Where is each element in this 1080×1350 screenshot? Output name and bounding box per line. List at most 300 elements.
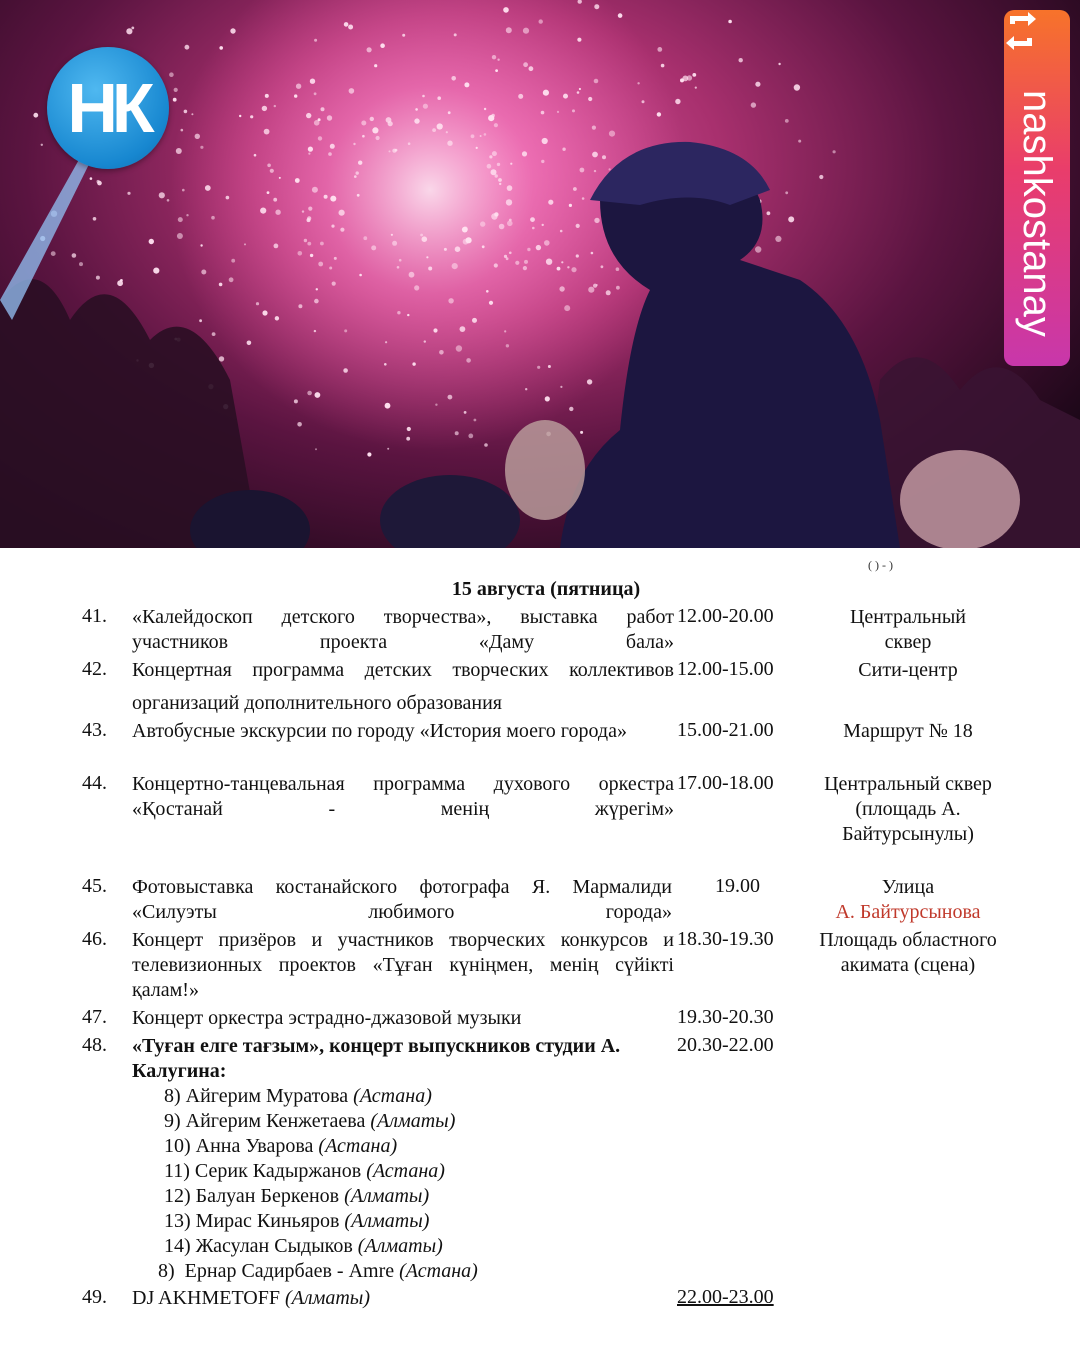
firework-spark (310, 79, 315, 84)
firework-spark (201, 270, 206, 275)
firework-spark (594, 218, 599, 223)
firework-spark (495, 69, 498, 72)
firework-spark (755, 82, 760, 87)
firework-spark (785, 191, 788, 194)
row-place: Площадь областного акимата (сцена) (819, 929, 997, 976)
firework-spark (541, 111, 545, 115)
firework-spark (448, 111, 451, 114)
firework-spark (591, 252, 594, 255)
firework-spark (422, 95, 425, 98)
firework-spark (399, 259, 402, 262)
firework-spark (389, 150, 391, 152)
row-number: 42. (82, 658, 107, 680)
firework-spark (606, 290, 611, 295)
firework-spark (657, 47, 662, 52)
instagram-handle: nashkostanay (1015, 90, 1059, 337)
firework-spark (297, 422, 302, 427)
firework-spark (489, 155, 492, 158)
firework-spark (191, 113, 193, 115)
firework-spark (126, 28, 132, 34)
logo-text: НК (67, 69, 149, 147)
firework-spark (229, 277, 234, 282)
firework-spark (775, 236, 781, 242)
firework-spark (464, 82, 469, 87)
list-item: 12) Балуан Беркенов (Алматы) (164, 1185, 430, 1207)
firework-spark (692, 73, 696, 77)
firework-spark (498, 178, 502, 182)
firework-spark (275, 210, 280, 215)
firework-spark (582, 197, 585, 200)
firework-spark (334, 257, 337, 260)
firework-spark (506, 27, 512, 33)
instagram-repost-tag[interactable] (1004, 10, 1070, 366)
firework-spark (423, 104, 428, 109)
firework-spark (580, 431, 583, 434)
firework-spark (452, 263, 458, 269)
firework-spark (447, 141, 452, 146)
firework-spark (295, 178, 300, 183)
row-time: 19.00 (715, 875, 760, 897)
firework-spark (357, 194, 360, 197)
firework-spark (543, 90, 549, 96)
firework-spark (464, 411, 467, 414)
firework-spark (616, 267, 620, 271)
firework-spark (307, 242, 311, 246)
firework-spark (72, 253, 77, 258)
firework-spark (492, 55, 496, 59)
firework-spark (200, 146, 203, 149)
firework-spark (618, 13, 623, 18)
firework-spark (149, 239, 154, 244)
firework-spark (541, 160, 544, 163)
firework-spark (525, 388, 527, 390)
firework-spark (178, 217, 183, 222)
firework-spark (321, 107, 325, 111)
firework-spark (169, 72, 174, 77)
row-description: Концерт призёров и участников творческих конкурсов и телевизионных проектов «Тұған күніңмен, менің сүйікті қалам!» (132, 929, 674, 1001)
firework-spark (376, 136, 380, 140)
firework-spark (564, 305, 570, 311)
firework-spark (315, 448, 317, 450)
firework-spark (497, 59, 499, 61)
firework-spark (507, 221, 513, 227)
firework-spark (231, 259, 235, 263)
row-description: Концерт оркестра эстрадно-джазовой музыки (132, 1007, 522, 1029)
firework-spark (307, 218, 311, 222)
firework-spark (577, 38, 581, 42)
firework-spark (484, 133, 487, 136)
list-item: 14) Жасулан Сыдыков (Алматы) (164, 1235, 443, 1257)
date-title: 15 августа (пятница) (451, 578, 641, 600)
firework-spark (120, 279, 123, 282)
place-line-highlighted: А. Байтурсынова (835, 901, 981, 923)
firework-spark (267, 164, 271, 168)
firework-spark (573, 187, 577, 191)
firework-spark (480, 135, 482, 137)
firework-spark (131, 27, 134, 30)
firework-spark (539, 19, 543, 23)
row-number: 47. (82, 1006, 107, 1028)
firework-spark (414, 118, 419, 123)
firework-spark (392, 241, 397, 246)
firework-spark (472, 318, 477, 323)
firework-spark (250, 115, 253, 118)
firework-spark (408, 142, 411, 145)
firework-spark (349, 88, 355, 94)
firework-spark (460, 326, 466, 332)
firework-spark (523, 266, 527, 270)
firework-spark (506, 257, 509, 260)
firework-spark (819, 175, 823, 179)
row-time: 12.00-15.00 (677, 658, 774, 680)
firework-spark (785, 119, 789, 123)
firework-spark (420, 234, 423, 237)
firework-spark (412, 362, 415, 365)
firework-spark (320, 242, 324, 246)
firework-spark (495, 174, 498, 177)
firework-spark (588, 287, 594, 293)
firework-spark (186, 214, 188, 216)
firework-spark (546, 259, 552, 265)
firework-spark (372, 127, 378, 133)
firework-spark (304, 239, 307, 242)
firework-spark (199, 319, 202, 322)
firework-spark (256, 302, 259, 305)
row-description: Концертно-танцевальная программа духового оркестра «Қостанай - менің жүрегім» (132, 773, 674, 820)
place-line: Улица (881, 876, 935, 898)
firework-spark (594, 79, 599, 84)
firework-spark (474, 419, 477, 422)
firework-spark (487, 164, 492, 169)
row-place: Центральный сквер (площадь А. Байтурсынулы) (824, 773, 992, 845)
firework-spark (576, 224, 580, 228)
firework-spark (318, 136, 322, 140)
firework-spark (456, 345, 462, 351)
firework-spark (454, 33, 457, 36)
firework-spark (439, 350, 444, 355)
firework-spark (545, 396, 550, 401)
row-description: «Туған елге тағзым», концерт выпускников студии А. Калугина: (132, 1035, 621, 1082)
firework-spark (330, 196, 336, 202)
firework-spark (167, 199, 170, 202)
firework-spark (592, 152, 598, 158)
firework-spark (593, 284, 597, 288)
firework-spark (314, 120, 320, 126)
firework-spark (361, 121, 366, 126)
row-description: Фотовыставка костанайского фотографа Я. Мармалиди «Силуэты любимого города» (132, 876, 672, 923)
firework-spark (260, 208, 266, 214)
firework-spark (391, 234, 393, 236)
firework-spark (798, 140, 801, 143)
list-item: 8) Айгерим Муратова (Астана) (164, 1085, 432, 1107)
firework-spark (577, 91, 580, 94)
firework-spark (294, 94, 297, 97)
firework-spark (265, 94, 269, 98)
row-time: 22.00-23.00 (677, 1286, 774, 1308)
firework-spark (414, 285, 419, 290)
firework-spark (314, 92, 317, 95)
firework-spark (557, 111, 559, 113)
firework-spark (601, 265, 604, 268)
firework-spark (262, 106, 267, 111)
firework-spark (518, 94, 523, 99)
firework-spark (340, 228, 344, 232)
firework-spark (482, 245, 485, 248)
firework-spark (239, 115, 241, 117)
firework-spark (212, 332, 216, 336)
firework-spark (331, 225, 334, 228)
row-description: Автобусные экскурсии по городу «История моего города» (132, 720, 627, 742)
crowd-head (900, 450, 1020, 548)
crowd-head (380, 475, 520, 548)
firework-spark (380, 43, 385, 48)
firework-spark (594, 4, 599, 9)
firework-spark (407, 427, 411, 431)
repost-icon (1004, 10, 1038, 52)
firework-spark (616, 286, 620, 290)
firework-spark (594, 170, 596, 172)
firework-spark (548, 200, 553, 205)
firework-spark (522, 151, 527, 156)
firework-spark (494, 263, 498, 267)
firework-spark (503, 7, 509, 13)
firework-spark (33, 113, 38, 118)
firework-spark (488, 115, 494, 121)
firework-spark (739, 58, 743, 62)
firework-spark (466, 358, 471, 363)
firework-spark (298, 304, 302, 308)
firework-spark (274, 244, 279, 249)
firework-spark (97, 180, 100, 183)
firework-spark (548, 365, 551, 368)
firework-spark (298, 251, 303, 256)
firework-spark (314, 299, 319, 304)
firework-spark (41, 144, 43, 146)
firework-spark (426, 256, 428, 258)
firework-spark (506, 344, 509, 347)
firework-spark (580, 168, 585, 173)
firework-spark (254, 154, 257, 157)
firework-spark (219, 283, 223, 287)
firework-spark (523, 28, 529, 34)
firework-spark (294, 399, 298, 403)
firework-spark (312, 187, 318, 193)
firework-spark (435, 404, 437, 406)
firework-spark (371, 245, 376, 250)
firework-spark (424, 340, 426, 342)
firework-spark (344, 329, 347, 332)
firework-spark (544, 240, 550, 246)
firework-spark (509, 252, 512, 255)
list-item: 13) Мирас Киньяров (Алматы) (164, 1210, 430, 1232)
firework-spark (262, 310, 267, 315)
firework-spark (537, 366, 540, 369)
firework-spark (491, 169, 497, 175)
firework-spark (244, 243, 246, 245)
firework-spark (448, 298, 453, 303)
firework-spark (409, 272, 415, 278)
firework-spark (267, 191, 270, 194)
firework-spark (728, 20, 732, 24)
row-time: 18.30-19.30 (677, 928, 774, 950)
hero-photo (0, 0, 1080, 548)
firework-spark (489, 301, 493, 305)
firework-spark (767, 211, 771, 215)
firework-spark (79, 262, 83, 266)
firework-spark (182, 189, 185, 192)
firework-spark (571, 267, 576, 272)
row-description-line2: организаций дополнительного образования (132, 692, 502, 714)
firework-spark (444, 248, 447, 251)
firework-spark (176, 148, 182, 154)
firework-spark (675, 99, 680, 104)
firework-spark (536, 245, 541, 250)
row-time: 15.00-21.00 (677, 719, 774, 741)
row-time: 12.00-20.00 (677, 605, 774, 627)
firework-spark (392, 149, 396, 153)
firework-spark (471, 134, 475, 138)
firework-spark (515, 261, 519, 265)
firework-spark (486, 290, 489, 293)
firework-spark (353, 143, 355, 145)
firework-spark (402, 34, 405, 37)
firework-spark (247, 341, 252, 346)
firework-spark (302, 210, 304, 212)
firework-spark (560, 230, 563, 233)
firework-spark (328, 152, 332, 156)
firework-spark (523, 62, 528, 67)
firework-spark (579, 88, 581, 90)
firework-spark (354, 175, 357, 178)
firework-spark (560, 386, 562, 388)
firework-spark (344, 22, 349, 27)
firework-spark (751, 102, 756, 107)
firework-spark (492, 151, 497, 156)
row-number: 41. (82, 605, 107, 627)
list-item: 11) Серик Кадыржанов (Астана) (164, 1160, 445, 1182)
firework-spark (588, 97, 592, 101)
firework-spark (329, 267, 332, 270)
firework-spark (367, 47, 372, 52)
row-number: 44. (82, 772, 107, 794)
firework-spark (422, 236, 428, 242)
firework-spark (230, 28, 235, 33)
row-number: 49. (82, 1286, 107, 1308)
firework-spark (279, 177, 281, 179)
firework-spark (306, 113, 311, 118)
row-time: 20.30-22.00 (677, 1034, 774, 1056)
nk-logo (47, 47, 169, 169)
firework-spark (451, 76, 456, 81)
firework-spark (507, 185, 513, 191)
firework-spark (462, 227, 468, 233)
firework-spark (432, 128, 436, 132)
firework-spark (557, 267, 561, 271)
firework-spark (532, 227, 535, 230)
firework-spark (384, 363, 387, 366)
firework-spark (90, 177, 93, 180)
firework-spark (524, 260, 528, 264)
firework-spark (200, 244, 202, 246)
firework-spark (433, 328, 437, 332)
firework-spark (315, 392, 321, 398)
firework-spark (494, 123, 498, 127)
firework-spark (437, 96, 441, 100)
firework-spark (51, 251, 56, 256)
firework-spark (563, 94, 568, 99)
firework-spark (497, 163, 500, 166)
firework-spark (455, 431, 459, 435)
firework-spark (788, 216, 794, 222)
firework-spark (385, 403, 391, 409)
firework-spark (307, 391, 312, 396)
firework-spark (448, 395, 453, 400)
firework-spark (388, 121, 393, 126)
firework-spark (504, 330, 506, 332)
firework-spark (308, 153, 310, 155)
firework-spark (491, 213, 497, 219)
list-item: 10) Анна Уварова (Астана) (164, 1135, 398, 1157)
firework-spark (833, 150, 836, 153)
firework-spark (330, 144, 335, 149)
firework-spark (561, 261, 563, 263)
firework-spark (324, 195, 328, 199)
firework-spark (480, 221, 485, 226)
firework-spark (567, 266, 569, 268)
firework-spark (755, 246, 761, 252)
firework-spark (308, 207, 312, 211)
row-description-line1: Концертная программа детских творческих коллективов (132, 659, 674, 681)
list-item: 9) Айгерим Кенжетаева (Алматы) (164, 1110, 456, 1132)
row-number: 46. (82, 928, 107, 950)
row-time: 19.30-20.30 (677, 1006, 774, 1028)
firework-spark (275, 316, 279, 320)
firework-spark (397, 311, 400, 314)
firework-spark (506, 199, 512, 205)
firework-spark (794, 84, 800, 90)
firework-spark (348, 25, 353, 30)
row-time: 17.00-18.00 (677, 772, 774, 794)
crowd-head (505, 420, 585, 520)
firework-spark (339, 210, 345, 216)
firework-spark (687, 75, 692, 80)
firework-spark (185, 45, 190, 50)
firework-spark (270, 169, 274, 173)
firework-spark (530, 217, 535, 222)
firework-spark (374, 64, 377, 67)
firework-spark (446, 131, 448, 133)
firework-spark (173, 98, 177, 102)
firework-spark (226, 196, 230, 200)
firework-spark (318, 262, 323, 267)
firework-spark (174, 88, 178, 92)
firework-spark (587, 379, 592, 384)
firework-spark (127, 192, 130, 195)
row-place (800, 875, 1016, 925)
firework-spark (308, 147, 313, 152)
firework-spark (695, 87, 697, 89)
firework-spark (562, 148, 565, 151)
firework-spark (205, 185, 211, 191)
row-place: Маршрут № 18 (843, 720, 973, 742)
firework-spark (542, 138, 548, 144)
row-place: Центральный сквер (849, 606, 966, 653)
firework-spark (314, 330, 316, 332)
firework-spark (362, 135, 365, 138)
firework-spark (274, 105, 276, 107)
firework-spark (397, 266, 400, 269)
row-number: 45. (82, 875, 107, 897)
